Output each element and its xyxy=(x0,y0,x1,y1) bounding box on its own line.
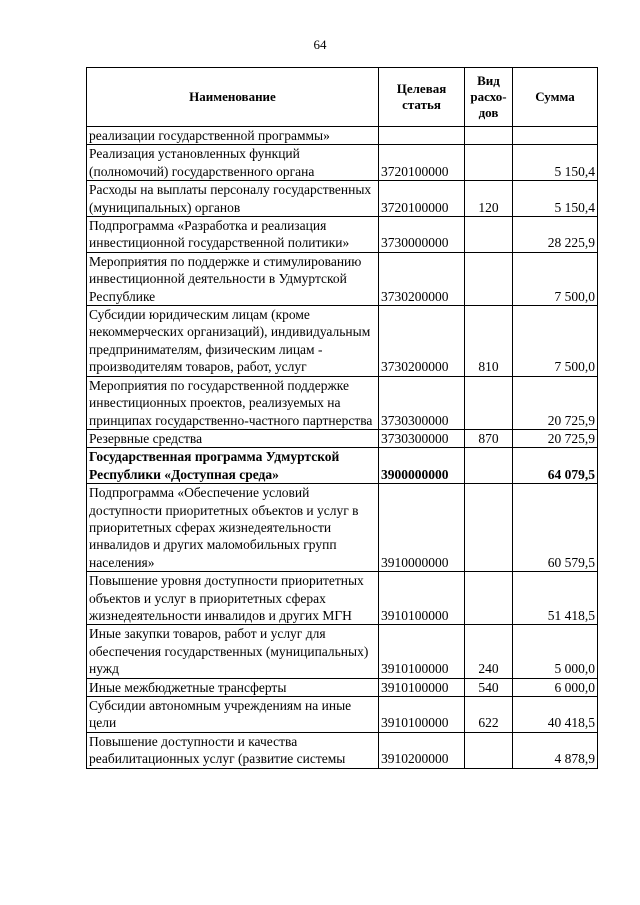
page-number: 64 xyxy=(313,37,327,52)
cell-code: 3730200000 xyxy=(379,252,465,305)
cell-name: Повышение доступности и качества реабилитационных услуг (развитие системы xyxy=(87,732,379,768)
cell-name: Реализация установленных функций (полномочий) государственного органа xyxy=(87,145,379,181)
cell-code: 3910100000 xyxy=(379,625,465,678)
header-name: Наименование xyxy=(87,68,379,127)
cell-code: 3720100000 xyxy=(379,181,465,217)
cell-name: Государственная программа Удмуртской Республики «Доступная среда» xyxy=(87,448,379,484)
cell-sum: 7 500,0 xyxy=(513,306,598,377)
cell-name: Субсидии юридическим лицам (кроме некоммерческих организаций), индивидуальным предпринимателям, физическим лицам - производителям товаров, работ, услуг xyxy=(87,306,379,377)
cell-name: Мероприятия по поддержке и стимулированию инвестиционной деятельности в Удмуртской Республике xyxy=(87,252,379,305)
cell-kind xyxy=(465,376,513,429)
table-row xyxy=(87,732,598,768)
cell-sum: 40 418,5 xyxy=(513,697,598,733)
cell-code: 3720100000 xyxy=(379,145,465,181)
cell-code: 3730200000 xyxy=(379,306,465,377)
table-row xyxy=(87,697,598,733)
cell-kind xyxy=(465,217,513,253)
cell-code: 3910100000 xyxy=(379,697,465,733)
cell-kind xyxy=(465,252,513,305)
cell-sum: 60 579,5 xyxy=(513,484,598,572)
table-row xyxy=(87,484,598,572)
cell-kind xyxy=(465,484,513,572)
table-row xyxy=(87,145,598,181)
table-row xyxy=(87,572,598,625)
cell-code: 3910100000 xyxy=(379,678,465,696)
cell-name: Иные межбюджетные трансферты xyxy=(87,678,379,696)
cell-code: 3910100000 xyxy=(379,572,465,625)
cell-code: 3900000000 xyxy=(379,448,465,484)
cell-sum: 6 000,0 xyxy=(513,678,598,696)
table-row xyxy=(87,306,598,377)
cell-code: 3730000000 xyxy=(379,217,465,253)
cell-kind xyxy=(465,448,513,484)
cell-kind: 870 xyxy=(465,429,513,447)
cell-kind xyxy=(465,127,513,145)
table-row xyxy=(87,448,598,484)
table-row xyxy=(87,625,598,678)
cell-sum: 5 150,4 xyxy=(513,145,598,181)
cell-kind xyxy=(465,572,513,625)
table-row xyxy=(87,429,598,447)
cell-kind: 622 xyxy=(465,697,513,733)
cell-name: Подпрограмма «Обеспечение условий доступности приоритетных объектов и услуг в приоритетных сферах жизнедеятельности инвалидов и других маломобильных групп населения» xyxy=(87,484,379,572)
cell-name: Резервные средства xyxy=(87,429,379,447)
cell-sum: 64 079,5 xyxy=(513,448,598,484)
cell-name: реализации государственной программы» xyxy=(87,127,379,145)
table-row xyxy=(87,127,598,145)
header-sum: Сумма xyxy=(513,68,598,127)
table-row xyxy=(87,678,598,696)
cell-code xyxy=(379,127,465,145)
cell-name: Иные закупки товаров, работ и услуг для обеспечения государственных (муниципальных) нужд xyxy=(87,625,379,678)
cell-kind xyxy=(465,732,513,768)
table-row xyxy=(87,376,598,429)
header-code: Целевая статья xyxy=(379,68,465,127)
table-row xyxy=(87,217,598,253)
cell-sum: 28 225,9 xyxy=(513,217,598,253)
cell-name: Расходы на выплаты персоналу государственных (муниципальных) органов xyxy=(87,181,379,217)
cell-kind xyxy=(465,145,513,181)
cell-code: 3730300000 xyxy=(379,429,465,447)
cell-name: Повышение уровня доступности приоритетных объектов и услуг в приоритетных сферах жизнедеятельности инвалидов и других МГН xyxy=(87,572,379,625)
cell-name: Подпрограмма «Разработка и реализация инвестиционной государственной политики» xyxy=(87,217,379,253)
table-row xyxy=(87,252,598,305)
table-header-row xyxy=(87,68,598,127)
cell-code: 3730300000 xyxy=(379,376,465,429)
cell-sum: 20 725,9 xyxy=(513,429,598,447)
cell-sum: 20 725,9 xyxy=(513,376,598,429)
cell-sum: 7 500,0 xyxy=(513,252,598,305)
cell-sum xyxy=(513,127,598,145)
cell-name: Мероприятия по государственной поддержке инвестиционных проектов, реализуемых на принципах государственно-частного партнерства xyxy=(87,376,379,429)
cell-kind: 540 xyxy=(465,678,513,696)
cell-sum: 4 878,9 xyxy=(513,732,598,768)
cell-kind: 240 xyxy=(465,625,513,678)
cell-kind: 810 xyxy=(465,306,513,377)
cell-code: 3910000000 xyxy=(379,484,465,572)
cell-kind: 120 xyxy=(465,181,513,217)
cell-sum: 51 418,5 xyxy=(513,572,598,625)
table-row xyxy=(87,181,598,217)
cell-name: Субсидии автономным учреждениям на иные цели xyxy=(87,697,379,733)
budget-table xyxy=(86,67,598,769)
cell-sum: 5 150,4 xyxy=(513,181,598,217)
cell-sum: 5 000,0 xyxy=(513,625,598,678)
cell-code: 3910200000 xyxy=(379,732,465,768)
header-kind: Вид расхо-дов xyxy=(465,68,513,127)
